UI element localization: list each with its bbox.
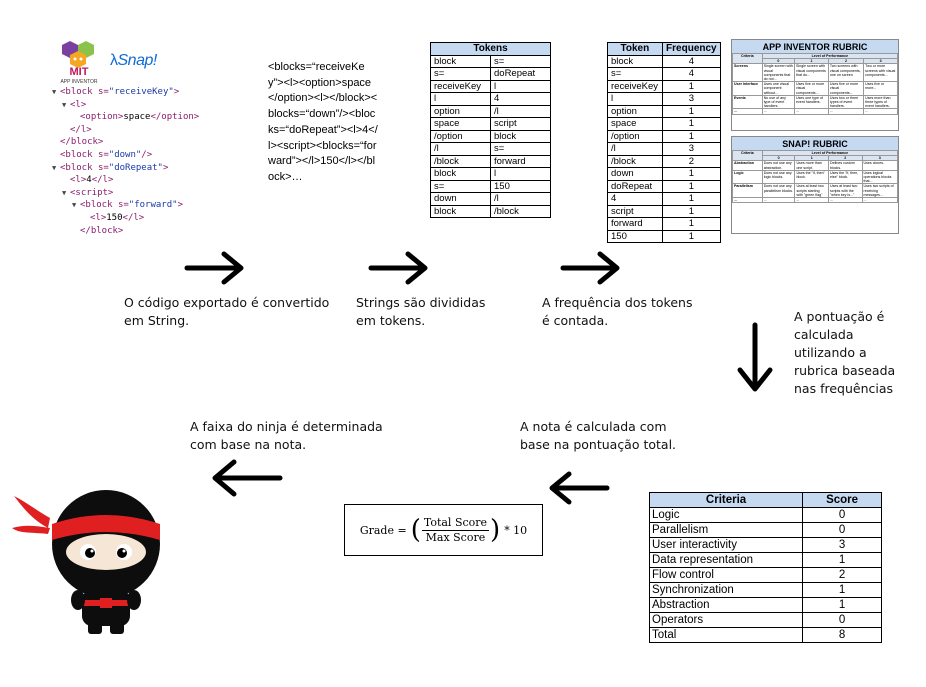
rubric-cell: Uses more than one script.	[795, 161, 829, 170]
xml-tag: <l>	[90, 212, 107, 223]
table-row	[608, 193, 721, 206]
frequency-count-cell: 1	[662, 80, 720, 93]
snap-rubric	[731, 136, 899, 234]
xml-line	[52, 162, 199, 175]
frequency-token-cell: option	[608, 105, 663, 118]
rubric-level: 1	[795, 59, 829, 64]
table-row	[608, 168, 721, 181]
xml-line	[52, 86, 199, 99]
score-cell: 3	[803, 538, 882, 553]
token-cell: block	[431, 168, 491, 181]
xml-tag: <block	[80, 200, 118, 211]
grade-formula	[344, 504, 543, 556]
xml-tag: >	[162, 162, 169, 173]
rubric-criteria-cell: Events	[733, 95, 763, 109]
table-row	[733, 184, 898, 198]
xml-tag: <script>	[70, 187, 114, 198]
table-row	[650, 538, 882, 553]
token-cell: down	[431, 193, 491, 206]
rubric-cell: Uses clones.	[862, 161, 897, 170]
caption-step-2: Strings são divididas em tokens.	[356, 295, 486, 328]
rubric-cell: ...	[762, 109, 794, 114]
xml-tag: <block	[60, 162, 98, 173]
score-cell: 1	[803, 583, 882, 598]
exported-string: <blocks=“receiveKey”><l><option>space</option><l></block><blocks=“down”/><blocks=“doRepeat”><l>4</l><script><blocks=“forward”></l>150</l></block>…	[268, 61, 378, 183]
xml-tag: </option>	[150, 112, 200, 123]
xml-line	[52, 136, 199, 149]
table-row	[650, 613, 882, 628]
xml-tag: <l>	[70, 99, 87, 110]
rubric-cell: No use of any type of event handlers.	[762, 95, 794, 109]
rubric-criteria-cell: ...	[733, 109, 763, 114]
xml-line	[52, 149, 199, 162]
rubric-cell: Does not use any abstraction.	[762, 161, 795, 170]
xml-tag: >	[177, 200, 183, 211]
arrow-right-icon	[560, 250, 622, 286]
xml-val: "forward"	[128, 200, 178, 211]
table-row	[431, 193, 551, 206]
xml-tag: <block	[60, 149, 98, 160]
table-row	[431, 80, 551, 93]
rubric-cell: ...	[862, 198, 897, 203]
rubric-criteria-cell: Abstraction	[733, 161, 763, 170]
table-row	[608, 130, 721, 143]
rubric-cell: Single screen with visual components that do...	[795, 64, 829, 82]
arrow-left-icon	[545, 470, 611, 506]
rubric-cell: Uses the "if, then" block.	[795, 170, 829, 184]
table-row	[733, 95, 898, 109]
open-paren: (	[410, 515, 421, 545]
score-cell: 0	[803, 613, 882, 628]
frequency-header-frequency: Frequency	[662, 43, 720, 56]
table-row	[431, 68, 551, 81]
token-cell: /l	[491, 105, 551, 118]
expand-triangle-icon: ▼	[62, 188, 67, 197]
table-row	[431, 168, 551, 181]
rubric-cell: Uses two or three types of event handlers.	[828, 95, 863, 109]
token-cell: forward	[491, 155, 551, 168]
rubric-cell: Uses at least two scripts with the "when key is..."	[828, 184, 862, 198]
table-row	[608, 155, 721, 168]
token-cell: l	[431, 93, 491, 106]
frequency-count-cell: 4	[662, 55, 720, 68]
criteria-cell: Logic	[650, 508, 803, 523]
rubric-cell: Uses five or more visual components...	[795, 82, 829, 96]
frequency-count-cell: 1	[662, 218, 720, 231]
frequency-token-cell: space	[608, 118, 663, 131]
rubric-cell: Uses one type of event handlers.	[795, 95, 829, 109]
rubric-level-header: Level of Performance	[762, 151, 897, 156]
table-row	[733, 109, 898, 114]
token-cell: l	[491, 80, 551, 93]
frequency-token-cell: /block	[608, 155, 663, 168]
criteria-cell: Flow control	[650, 568, 803, 583]
rubric-criteria-header: Criteria	[733, 54, 763, 64]
ninja-mascot-icon	[10, 488, 170, 638]
caption-step-4: A pontuação é calculada utilizando a rubrica baseada nas frequências	[794, 309, 896, 396]
frequency-count-cell: 1	[662, 180, 720, 193]
criteria-cell: Abstraction	[650, 598, 803, 613]
snap-logo-text: Snap!	[117, 52, 157, 69]
xml-line	[52, 124, 199, 137]
xml-tag: </l>	[122, 212, 145, 223]
criteria-cell: Total	[650, 628, 803, 643]
rubric-cell: Uses one visual component without...	[762, 82, 794, 96]
frequency-token-cell: s=	[608, 68, 663, 81]
frequency-count-cell: 3	[662, 143, 720, 156]
formula-denominator: Max Score	[425, 530, 486, 544]
rubric-level-header: Level of Performance	[762, 54, 897, 59]
frequency-count-cell: 1	[662, 118, 720, 131]
xml-tag: <option>	[80, 112, 124, 123]
table-row	[733, 64, 898, 82]
frequency-header-token: Token	[608, 43, 663, 56]
table-row	[431, 143, 551, 156]
table-row	[733, 161, 898, 170]
expand-triangle-icon: ▼	[72, 201, 77, 210]
table-row	[608, 180, 721, 193]
rubric-level: 2	[828, 59, 863, 64]
score-header-criteria: Criteria	[650, 493, 803, 508]
rubric-level: 2	[828, 156, 862, 161]
frequency-count-cell: 4	[662, 68, 720, 81]
caption-step-5: A nota é calculada com base na pontuação total.	[520, 419, 677, 452]
frequency-count-cell: 3	[662, 93, 720, 106]
table-row	[431, 118, 551, 131]
xml-line	[52, 199, 199, 212]
xml-attr: s=	[117, 200, 129, 211]
formula-numerator: Total Score	[423, 515, 488, 529]
rubric-criteria-cell: User Interface	[733, 82, 763, 96]
rubric-cell: Does not use any logic blocks.	[762, 170, 795, 184]
caption-step-3: A frequência dos tokens é contada.	[542, 295, 693, 328]
criteria-cell: Data representation	[650, 553, 803, 568]
xml-val: "down"	[108, 149, 142, 160]
table-row	[650, 523, 882, 538]
expand-triangle-icon: ▼	[52, 88, 57, 96]
app-inventor-rubric	[731, 39, 899, 131]
xml-attr: s=	[97, 87, 109, 97]
xml-line	[52, 225, 199, 238]
xml-txt: 4	[86, 175, 92, 186]
xml-tag: </block>	[60, 137, 104, 148]
score-cell: 0	[803, 508, 882, 523]
table-row	[650, 628, 882, 643]
frequency-count-cell: 1	[662, 130, 720, 143]
rubric-cell: Defines custom blocks.	[828, 161, 862, 170]
table-row	[608, 118, 721, 131]
frequency-count-cell: 1	[662, 105, 720, 118]
rubric-criteria-cell: Logic	[733, 170, 763, 184]
table-row	[733, 170, 898, 184]
table-row	[608, 218, 721, 231]
caption-step-1: O código exportado é convertido em String.	[124, 295, 330, 328]
score-header-score: Score	[803, 493, 882, 508]
rubric-cell: ...	[828, 198, 862, 203]
rubric-cell: Two screens with visual components, one on screen	[828, 64, 863, 82]
rubric-criteria-cell: Parallelism	[733, 184, 763, 198]
rubric-cell: Uses the "if, then, else" block.	[828, 170, 862, 184]
token-cell: s=	[491, 55, 551, 68]
arrow-down-icon	[735, 322, 775, 394]
xml-attr: s=	[97, 149, 109, 160]
token-cell: /l	[491, 193, 551, 206]
table-row	[608, 68, 721, 81]
rubric-title: APP INVENTOR RUBRIC	[732, 40, 898, 53]
table-row	[608, 55, 721, 68]
rubric-cell: Uses more than three types of event handlers.	[864, 95, 898, 109]
rubric-cell: Uses at least two scripts starting with "green flag"	[795, 184, 829, 198]
table-row	[431, 155, 551, 168]
table-row	[650, 568, 882, 583]
table-row	[431, 105, 551, 118]
xml-tag: </block>	[80, 225, 124, 236]
xml-tag: <l>	[70, 175, 87, 186]
token-cell: block	[431, 205, 491, 218]
token-cell: script	[491, 118, 551, 131]
table-row	[608, 205, 721, 218]
table-row	[431, 55, 551, 68]
arrow-right-icon	[184, 250, 246, 286]
xml-tag: >	[173, 87, 180, 97]
token-cell: l	[491, 168, 551, 181]
table-row	[650, 553, 882, 568]
rubric-cell: Uses five or more visual components...	[828, 82, 863, 96]
frequency-token-cell: block	[608, 55, 663, 68]
score-cell: 2	[803, 568, 882, 583]
token-cell: 150	[491, 180, 551, 193]
xml-tag: </l>	[91, 175, 114, 186]
token-cell: /option	[431, 130, 491, 143]
xml-line	[52, 111, 199, 124]
frequency-token-cell: /l	[608, 143, 663, 156]
xml-tag: />	[141, 149, 153, 160]
xml-line	[52, 187, 199, 200]
xml-line	[52, 174, 199, 187]
rubric-level: 0	[762, 156, 795, 161]
criteria-cell: Synchronization	[650, 583, 803, 598]
rubric-level: 1	[795, 156, 829, 161]
rubric-cell: ...	[762, 198, 795, 203]
table-row	[431, 130, 551, 143]
token-cell: 4	[491, 93, 551, 106]
score-cell: 8	[803, 628, 882, 643]
frequency-count-cell: 1	[662, 193, 720, 206]
frequency-count-cell: 1	[662, 230, 720, 243]
table-row	[431, 93, 551, 106]
rubric-criteria-cell: ...	[733, 198, 763, 203]
arrow-right-icon	[368, 250, 430, 286]
rubric-level: 0	[762, 59, 794, 64]
formula-rhs: * 10	[504, 523, 528, 537]
frequency-count-cell: 1	[662, 205, 720, 218]
frequency-token-cell: forward	[608, 218, 663, 231]
score-cell: 0	[803, 523, 882, 538]
table-row	[431, 180, 551, 193]
caption-step-6: A faixa do ninja é determinada com base na nota.	[190, 419, 383, 452]
formula-fraction	[422, 516, 489, 545]
expand-triangle-icon: ▼	[62, 100, 67, 109]
rubric-cell: Uses two scripts of receiving messages...	[862, 184, 897, 198]
frequency-count-cell: 1	[662, 168, 720, 181]
xml-val: "doRepeat"	[108, 162, 163, 173]
table-row	[650, 508, 882, 523]
frequency-token-cell: down	[608, 168, 663, 181]
xml-txt: space	[123, 112, 151, 123]
frequency-token-cell: /option	[608, 130, 663, 143]
rubric-cell: ...	[795, 109, 829, 114]
lambda-icon: λ	[110, 52, 118, 69]
table-row	[650, 583, 882, 598]
table-row	[608, 105, 721, 118]
token-cell: doRepeat	[491, 68, 551, 81]
mit-logo-subtitle: APP INVENTOR	[60, 79, 98, 85]
rubric-level: 3	[862, 156, 897, 161]
expand-triangle-icon: ▼	[52, 163, 57, 172]
xml-txt: 150	[106, 212, 123, 223]
rubric-cell: ...	[828, 109, 863, 114]
xml-line	[52, 212, 199, 225]
table-row	[431, 205, 551, 218]
token-cell: receiveKey	[431, 80, 491, 93]
table-row	[650, 598, 882, 613]
rubric-cell: ...	[864, 109, 898, 114]
frequency-token-cell: 150	[608, 230, 663, 243]
snap-logo	[110, 52, 157, 70]
token-cell: /block	[491, 205, 551, 218]
rubric-cell: Does not use any parallelism blocks.	[762, 184, 795, 198]
xml-attr: s=	[97, 162, 109, 173]
tokens-header: Tokens	[431, 43, 551, 56]
table-row	[733, 82, 898, 96]
table-row	[733, 198, 898, 203]
frequency-count-cell: 2	[662, 155, 720, 168]
rubric-criteria-header: Criteria	[733, 151, 763, 161]
table-row	[608, 143, 721, 156]
arrow-left-icon	[208, 458, 284, 498]
rubric-level: 3	[864, 59, 898, 64]
token-cell: block	[491, 130, 551, 143]
xml-tag: <block	[60, 87, 98, 97]
frequency-token-cell: l	[608, 93, 663, 106]
criteria-cell: User interactivity	[650, 538, 803, 553]
frequency-token-cell: 4	[608, 193, 663, 206]
score-cell: 1	[803, 598, 882, 613]
xml-val: "receiveKey"	[108, 87, 174, 97]
rubric-cell: Single screen with visual components that do not...	[763, 64, 793, 82]
score-table	[649, 492, 882, 643]
frequency-token-cell: doRepeat	[608, 180, 663, 193]
rubric-cell: Two or more screens with visual components...	[864, 64, 898, 82]
table-row	[608, 80, 721, 93]
close-paren: )	[490, 515, 501, 545]
table-row	[608, 93, 721, 106]
exported-xml-code	[52, 86, 199, 237]
xml-tag: </l>	[70, 124, 92, 135]
token-cell: s=	[431, 180, 491, 193]
token-cell: s=	[431, 68, 491, 81]
criteria-cell: Parallelism	[650, 523, 803, 538]
token-cell: space	[431, 118, 491, 131]
token-cell: /block	[431, 155, 491, 168]
mit-logo-text: MIT	[69, 66, 89, 78]
criteria-cell: Operators	[650, 613, 803, 628]
token-cell: option	[431, 105, 491, 118]
rubric-cell: ...	[795, 198, 829, 203]
table-row	[608, 230, 721, 243]
frequency-token-cell: receiveKey	[608, 80, 663, 93]
token-cell: /l	[431, 143, 491, 156]
formula-lhs: Grade =	[359, 523, 407, 537]
token-cell: s=	[491, 143, 551, 156]
xml-line	[52, 99, 199, 112]
rubric-cell: Uses logical operations blocks that...	[862, 170, 897, 184]
frequency-table	[607, 42, 721, 243]
rubric-criteria-cell: Screens	[733, 64, 763, 82]
score-cell: 1	[803, 553, 882, 568]
frequency-token-cell: script	[608, 205, 663, 218]
tokens-table	[430, 42, 551, 218]
token-cell: block	[431, 55, 491, 68]
rubric-cell: Uses five or more...	[864, 82, 898, 96]
rubric-title: SNAP! RUBRIC	[732, 137, 898, 150]
